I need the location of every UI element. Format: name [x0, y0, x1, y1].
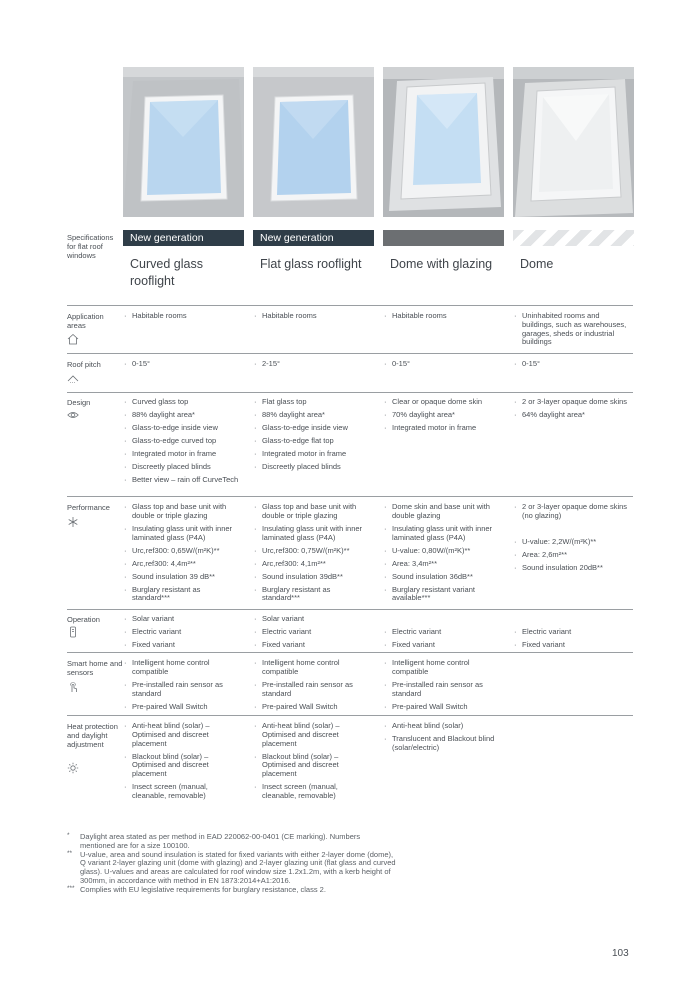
list-item-spacer [514, 615, 630, 624]
list-item: · Insect screen (manual, cleanable, removable) [124, 783, 240, 801]
row-label-operation: Operation [67, 615, 100, 624]
list-item: · Arc,ref300: 4,4m²** [124, 560, 240, 569]
list-item: · 64% daylight area* [514, 411, 630, 420]
list-item: · Clear or opaque dome skin [384, 398, 500, 407]
list-item: · Integrated motor in frame [124, 450, 240, 459]
row-label-smart-home: Smart home and sensors [67, 659, 123, 677]
list-item: · Burglary resistant variant available*** [384, 586, 500, 604]
footnote-mark: * [67, 832, 70, 839]
band-dome [513, 230, 634, 246]
row-divider [67, 496, 633, 497]
footnote-text: Daylight area stated as per method in EAD 220062-00-0401 (CE marking). Numbers mentioned are for a size 100100. [80, 832, 361, 850]
list-item: · Pre-installed rain sensor as standard [254, 681, 370, 699]
product-name-dome-with-glazing: Dome with glazing [390, 257, 493, 271]
list-item: · Discreetly placed blinds [124, 463, 240, 472]
list-item: · Insulating glass unit with inner laminated glass (P4A) [124, 525, 240, 543]
list-item: · Fixed variant [124, 641, 240, 650]
list-item: · Burglary resistant as standard*** [254, 586, 370, 604]
list-item: · Uninhabited rooms and buildings, such as warehouses, garages, sheds or industrial buildings [514, 312, 630, 347]
list-item: · Glass-to-edge flat top [254, 437, 370, 446]
list-item: · 0-15° [384, 360, 500, 369]
eye-icon [67, 409, 79, 421]
list-item: · Translucent and Blackout blind (solar/electric) [384, 735, 500, 753]
row-divider [67, 609, 633, 610]
list-item: · 2 or 3-layer opaque dome skins (no glazing) [514, 503, 630, 521]
generation-band-flat: New generation [253, 230, 374, 246]
list-item: · Discreetly placed blinds [254, 463, 370, 472]
list-item: · Urc,ref300: 0,75W/(m²K)** [254, 547, 370, 556]
row-label-heat-protection: Heat protection and daylight adjustment [67, 722, 118, 749]
list-item: · Fixed variant [254, 641, 370, 650]
row-divider [67, 353, 633, 354]
row-label-application-areas: Application areas [67, 312, 104, 330]
list-item: · Sound insulation 36dB** [384, 573, 500, 582]
footnote [67, 851, 397, 886]
list-item: · Flat glass top [254, 398, 370, 407]
list-item: · Anti-heat blind (solar) – Optimised and discreet placement [124, 722, 240, 748]
list-item: · 0-15° [514, 360, 630, 369]
product-photo-dome [513, 67, 634, 217]
list-item: · Sound insulation 20dB** [514, 564, 630, 573]
list-item: · Area: 2,6m²** [514, 551, 630, 560]
list-item: · Sound insulation 39 dB** [124, 573, 240, 582]
generation-band-curved: New generation [123, 230, 244, 246]
list-item: · Urc,ref300: 0,65W/(m²K)** [124, 547, 240, 556]
list-item: · Habitable rooms [124, 312, 240, 321]
list-item: · U-value: 2,2W/(m²K)** [514, 538, 630, 547]
house-icon [67, 333, 79, 345]
sun-icon [67, 762, 79, 774]
list-item: · 2-15° [254, 360, 370, 369]
row-label-performance: Performance [67, 503, 110, 512]
list-item: · Anti-heat blind (solar) [384, 722, 500, 731]
list-item: · Habitable rooms [384, 312, 500, 321]
list-item: · Blackout blind (solar) – Optimised and discreet placement [124, 753, 240, 779]
roof-pitch-icon [67, 372, 79, 384]
product-name-curved-glass: Curved glass rooflight [130, 257, 203, 288]
list-item: · Dome skin and base unit with double glazing [384, 503, 500, 521]
list-item: · 88% daylight area* [254, 411, 370, 420]
list-item: · Curved glass top [124, 398, 240, 407]
list-item: · U-value: 0,80W/(m²K)** [384, 547, 500, 556]
list-item: · Sound insulation 39dB** [254, 573, 370, 582]
list-item: · Fixed variant [514, 641, 630, 650]
list-item: · Integrated motor in frame [384, 424, 500, 433]
band-dome-with-glazing [383, 230, 504, 246]
list-item: · 70% daylight area* [384, 411, 500, 420]
product-name-flat-glass: Flat glass rooflight [260, 257, 362, 271]
list-item: · Intelligent home control compatible [384, 659, 500, 677]
list-item: · Glass top and base unit with double or triple glazing [124, 503, 240, 521]
footnote-mark: ** [67, 849, 73, 857]
footnotes [67, 833, 397, 895]
list-item: · Better view – rain off CurveTech [124, 476, 240, 485]
list-item: · Insulating glass unit with inner laminated glass (P4A) [254, 525, 370, 543]
list-item: · Insulating glass unit with inner laminated glass (P4A) [384, 525, 500, 543]
remote-icon [67, 626, 79, 638]
list-item: · Area: 3,4m²** [384, 560, 500, 569]
list-item: · Glass top and base unit with double or triple glazing [254, 503, 370, 521]
row-divider [67, 392, 633, 393]
list-item: · Anti-heat blind (solar) – Optimised and discreet placement [254, 722, 370, 748]
list-item: · 88% daylight area* [124, 411, 240, 420]
list-item: · Blackout blind (solar) – Optimised and discreet placement [254, 753, 370, 779]
list-item: · Pre-paired Wall Switch [384, 703, 500, 712]
row-label-design: Design [67, 398, 91, 407]
list-item: · 0-15° [124, 360, 240, 369]
footnote [67, 833, 397, 851]
row-divider [67, 305, 633, 306]
row-label-roof-pitch: Roof pitch [67, 360, 101, 369]
product-photo-dome-with-glazing [383, 67, 504, 217]
spec-title: Specifications for flat roof windows [67, 233, 114, 260]
list-item: · Electric variant [124, 628, 240, 637]
list-item: · Solar variant [124, 615, 240, 624]
footnote-mark: *** [67, 884, 75, 892]
list-item: · Solar variant [254, 615, 370, 624]
product-photo-flat-glass [253, 67, 374, 217]
snowflake-icon [67, 516, 79, 528]
list-item: · Integrated motor in frame [254, 450, 370, 459]
list-item: · Intelligent home control compatible [254, 659, 370, 677]
page-number: 103 [612, 948, 629, 959]
list-item: · Intelligent home control compatible [124, 659, 240, 677]
list-item-spacer [384, 615, 500, 624]
list-item: · Fixed variant [384, 641, 500, 650]
list-item: · Electric variant [384, 628, 500, 637]
list-item: · Pre-installed rain sensor as standard [124, 681, 240, 699]
product-photo-curved-glass [123, 67, 244, 217]
list-item: · Electric variant [254, 628, 370, 637]
list-item: · Pre-installed rain sensor as standard [384, 681, 500, 699]
touch-icon [67, 681, 79, 693]
list-item: · Habitable rooms [254, 312, 370, 321]
footnote-text: U-value, area and sound insulation is stated for fixed variants with either 2-layer dome (dome), Q variant 2-layer glazing unit (dome with glazing) and 2-layer glazing unit (flat glass and curved glass). U-values and areas are calculated for roof window size 1.2x1.2m, with a kerb height of 300mm, in accordance with method in EN 1873:2014+A1:2016. [80, 849, 396, 885]
list-item: · Insect screen (manual, cleanable, removable) [254, 783, 370, 801]
footnote [67, 886, 397, 895]
list-item: · Pre-paired Wall Switch [124, 703, 240, 712]
footnote-text: Complies with EU legislative requirements for burglary resistance, class 2. [80, 884, 326, 894]
list-item: · Electric variant [514, 628, 630, 637]
list-item-spacer [514, 525, 630, 534]
list-item: · Glass-to-edge inside view [254, 424, 370, 433]
list-item: · Pre-paired Wall Switch [254, 703, 370, 712]
product-name-dome: Dome [520, 257, 554, 271]
list-item: · Glass-to-edge curved top [124, 437, 240, 446]
list-item: · 2 or 3-layer opaque dome skins [514, 398, 630, 407]
list-item: · Glass-to-edge inside view [124, 424, 240, 433]
list-item: · Burglary resistant as standard*** [124, 586, 240, 604]
list-item: · Arc,ref300: 4,1m²** [254, 560, 370, 569]
